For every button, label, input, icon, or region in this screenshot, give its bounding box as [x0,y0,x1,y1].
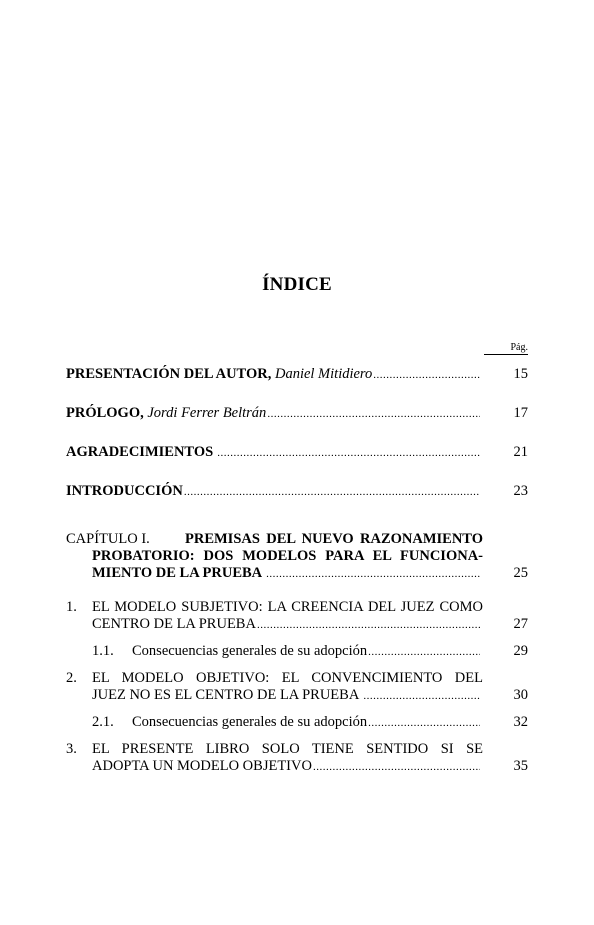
leader-dots [373,367,480,384]
entry-label: AGRADECIMIENTOS [66,444,214,460]
page-number: 25 [513,565,528,581]
section-number: 2.1. [92,714,114,730]
toc-entry-introduccion[interactable] [66,483,528,501]
entry-author: Jordi Ferrer Beltrán [147,405,267,421]
page-number: 30 [513,687,528,703]
toc-chapter-1[interactable] [66,531,528,581]
toc-entry-presentacion[interactable] [66,366,528,384]
section-title-line2: CENTRO DE LA PRUEBA [92,616,256,632]
page-number: 17 [513,405,528,421]
page-number: 21 [513,444,528,460]
toc-subsection-2-1[interactable] [66,714,528,731]
leader-dots [217,445,480,462]
entry-label: PRESENTACIÓN DEL AUTOR, [66,366,272,382]
toc-subsection-1-1[interactable] [66,643,528,660]
toc-entry-prologo[interactable] [66,405,528,423]
section-title: Consecuencias generales de su adopción [132,714,368,730]
section-title-line2: ADOPTA UN MODELO OBJETIVO [92,758,312,774]
section-title-line1: EL PRESENTE LIBRO SOLO TIENE SENTIDO SI SE [92,741,483,757]
chapter-title-line2: PROBATORIO: DOS MODELOS PARA EL FUNCIONA- [92,548,483,564]
page-number: 32 [513,714,528,730]
page-number: 29 [513,643,528,659]
entry-label: INTRODUCCIÓN [66,483,183,499]
leader-dots [257,617,480,634]
chapter-prefix: CAPÍTULO I. [66,531,150,547]
leader-dots [266,566,480,583]
page-number: 15 [513,366,528,382]
leader-dots [363,688,480,705]
leader-dots [184,484,480,501]
section-number: 3. [66,741,77,757]
index-title: ÍNDICE [262,274,332,295]
section-title-line2: JUEZ NO ES EL CENTRO DE LA PRUEBA [92,687,360,703]
leader-dots [267,406,480,423]
section-number: 1.1. [92,643,114,659]
section-title: Consecuencias generales de su adopción [132,643,368,659]
leader-dots [313,759,480,776]
page-column-header: Pág. [484,342,528,355]
page-number: 35 [513,758,528,774]
leader-dots [368,644,480,661]
section-number: 1. [66,599,77,615]
section-number: 2. [66,670,77,686]
leader-dots [368,715,480,732]
section-title-line1: EL MODELO SUBJETIVO: LA CREENCIA DEL JUEZ COMO [92,599,483,615]
page-number: 23 [513,483,528,499]
section-title-line1: EL MODELO OBJETIVO: EL CONVENCIMIENTO DEL [92,670,483,686]
entry-author: Daniel Mitidiero [274,366,373,382]
toc-entry-agradecimientos[interactable] [66,444,528,462]
chapter-title-line3: MIENTO DE LA PRUEBA [92,565,263,581]
chapter-title-line1: PREMISAS DEL NUEVO RAZONAMIENTO [185,531,483,547]
entry-label: PRÓLOGO, [66,405,144,421]
page-number: 27 [513,616,528,632]
